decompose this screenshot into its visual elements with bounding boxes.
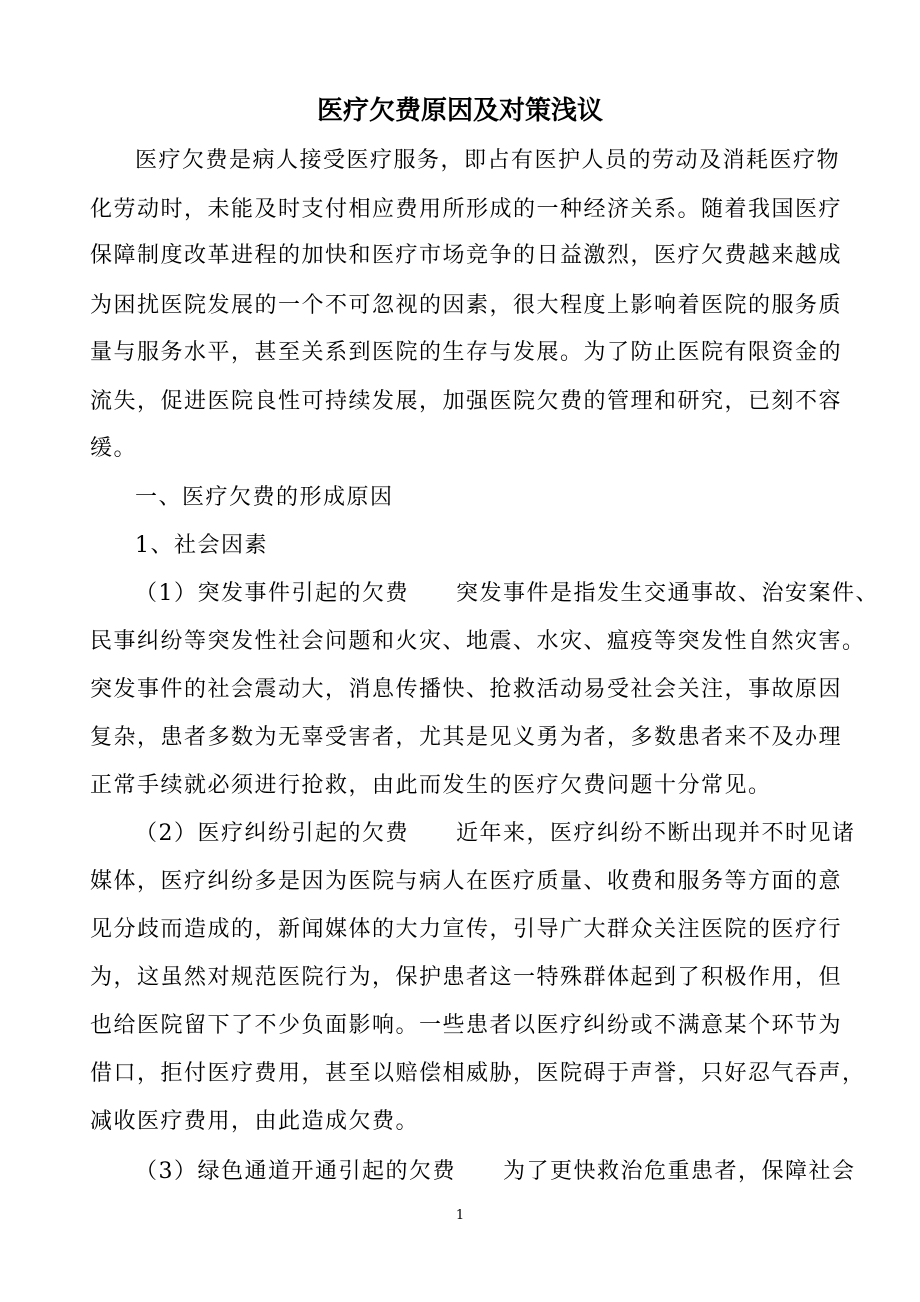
body-line: 为困扰医院发展的一个不可忽视的因素，很大程度上影响着医院的服务质 xyxy=(90,293,843,318)
body-line: （2）医疗纠纷引起的欠费 近年来，医疗纠纷不断出现并不时见诸 xyxy=(135,821,856,846)
body-line: 借口，拒付医疗费用，甚至以赔偿相威胁，医院碍于声誉，只好忍气吞声， xyxy=(90,1061,866,1086)
subsection-heading: 1、社会因素 xyxy=(135,533,268,558)
body-line: 减收医疗费用，由此造成欠费。 xyxy=(90,1109,420,1134)
body-line: （3）绿色通道开通引起的欠费 为了更快救治危重患者，保障社会 xyxy=(135,1159,856,1184)
body-line: 医疗欠费是病人接受医疗服务，即占有医护人员的劳动及消耗医疗物 xyxy=(135,148,841,173)
body-line: 保障制度改革进程的加快和医疗市场竞争的日益激烈，医疗欠费越来越成 xyxy=(90,243,843,268)
body-line: 正常手续就必须进行抢救，由此而发生的医疗欠费问题十分常见。 xyxy=(90,773,772,798)
body-line: 量与服务水平，甚至关系到医院的生存与发展。为了防止医院有限资金的 xyxy=(90,340,843,365)
body-line: 民事纠纷等突发性社会问题和火灾、地震、水灾、瘟疫等突发性自然灾害。 xyxy=(90,629,866,654)
body-line: 见分歧而造成的，新闻媒体的大力宣传，引导广大群众关注医院的医疗行 xyxy=(90,917,843,942)
body-line: （1）突发事件引起的欠费 突发事件是指发生交通事故、治安案件、 xyxy=(135,581,879,606)
body-line: 流失，促进医院良性可持续发展，加强医院欠费的管理和研究，已刻不容 xyxy=(90,389,843,414)
page-number: 1 xyxy=(455,1208,465,1223)
section-heading: 一、医疗欠费的形成原因 xyxy=(135,485,394,510)
document-title: 医疗欠费原因及对策浅议 xyxy=(316,96,603,126)
body-line: 突发事件的社会震动大，消息传播快、抢救活动易受社会关注，事故原因 xyxy=(90,677,843,702)
body-line: 媒体，医疗纠纷多是因为医院与病人在医疗质量、收费和服务等方面的意 xyxy=(90,869,843,894)
body-line: 为，这虽然对规范医院行为，保护患者这一特殊群体起到了积极作用，但 xyxy=(90,965,843,990)
body-line: 也给医院留下了不少负面影响。一些患者以医疗纠纷或不满意某个环节为 xyxy=(90,1013,843,1038)
body-line: 复杂，患者多数为无辜受害者，尤其是见义勇为者，多数患者来不及办理 xyxy=(90,725,843,750)
body-line: 缓。 xyxy=(90,436,138,461)
body-line: 化劳动时，未能及时支付相应费用所形成的一种经济关系。随着我国医疗 xyxy=(90,197,843,222)
